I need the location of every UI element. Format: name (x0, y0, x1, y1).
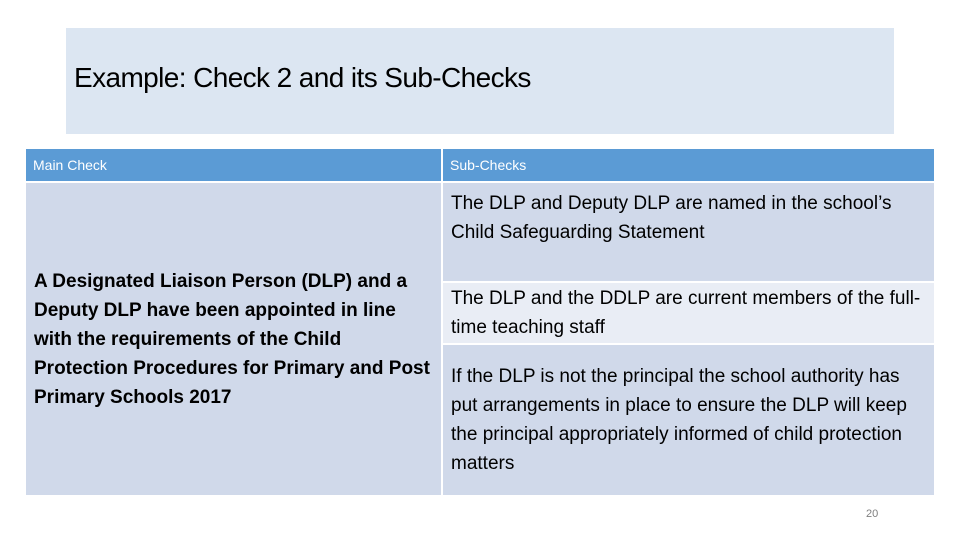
checks-table (24, 147, 936, 497)
sub-check-1: The DLP and Deputy DLP are named in the school’s Child Safeguarding Statement (442, 182, 935, 282)
table-row (25, 182, 935, 282)
main-check-cell: A Designated Liaison Person (DLP) and a Deputy DLP have been appointed in line with the requirements of the Child Protection Procedures for Primary and Post Primary Schools 2017 (25, 182, 442, 496)
table-header-row (25, 148, 935, 182)
slide-title: Example: Check 2 and its Sub-Checks (74, 62, 531, 93)
header-sub-checks: Sub-Checks (442, 148, 935, 182)
header-main-check: Main Check (25, 148, 442, 182)
title-box (66, 28, 894, 134)
sub-check-2: The DLP and the DDLP are current members of the full-time teaching staff (442, 282, 935, 344)
sub-check-3: If the DLP is not the principal the school authority has put arrangements in place to ensure the DLP will keep the principal appropriately informed of child protection matters (442, 344, 935, 496)
page-number: 20 (866, 508, 879, 520)
